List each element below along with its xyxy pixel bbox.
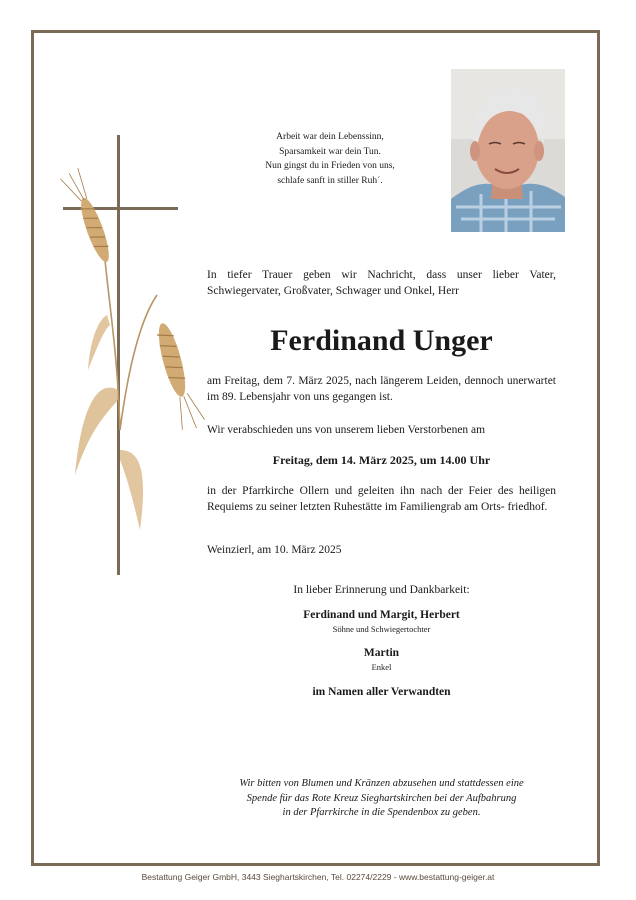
place-date: Weinzierl, am 10. März 2025 [207, 544, 342, 556]
deceased-name: Ferdinand Unger [270, 324, 493, 357]
note-line: Spende für das Rote Kreuz Sieghartskirchen bei der Aufbahrung [246, 792, 517, 804]
farewell-intro: Wir verabschieden uns von unserem lieben Verstorbenen am [207, 424, 486, 436]
cross-with-wheat-icon [60, 130, 210, 580]
note-line: Wir bitten von Blumen und Kränzen abzusehen und stattdessen eine [239, 778, 524, 789]
donation-note [207, 777, 556, 821]
portrait-photo [451, 69, 565, 232]
poem-line: schlafe sanft in stiller Ruh´. [277, 175, 383, 186]
poem-line: Sparsamkeit war dein Tun. [279, 146, 381, 157]
intro-text: In tiefer Trauer geben wir Nachricht, dass unser lieber Vater, Schwiegervater, Großvater, Schwager und Onkel, Herr [207, 269, 556, 297]
poem [230, 130, 430, 188]
funeral-date: Freitag, dem 14. März 2025, um 14.00 Uhr [272, 453, 491, 467]
note-line: in der Pfarrkirche in die Spendenbox zu geben. [282, 807, 481, 818]
mourner-relation: Enkel [371, 662, 392, 672]
mourner-names: Martin [363, 647, 400, 659]
funeral-text: in der Pfarrkirche Ollern und geleiten ihn nach der Feier des heiligen Requiems zu seiner letzten Ruhestätte im Familiengrab am Orts- friedhof. [207, 485, 556, 513]
death-text: am Freitag, dem 7. März 2025, nach längerem Leiden, dennoch unerwartet im 89. Lebensjahr von uns gegangen ist. [207, 375, 556, 403]
mourner-names: Ferdinand und Margit, Herbert [303, 609, 460, 621]
poem-line: Nun gingst du in Frieden von uns, [265, 161, 395, 171]
memory-line: In lieber Erinnerung und Dankbarkeit: [293, 584, 470, 596]
poem-line: Arbeit war dein Lebenssinn, [276, 132, 384, 142]
relatives-line: im Namen aller Verwandten [312, 686, 451, 698]
footer: Bestattung Geiger GmbH, 3443 Sieghartskirchen, Tel. 02274/2229 - www.bestattung-geiger.at [141, 872, 495, 882]
mourner-relation: Söhne und Schwiegertochter [332, 624, 431, 634]
